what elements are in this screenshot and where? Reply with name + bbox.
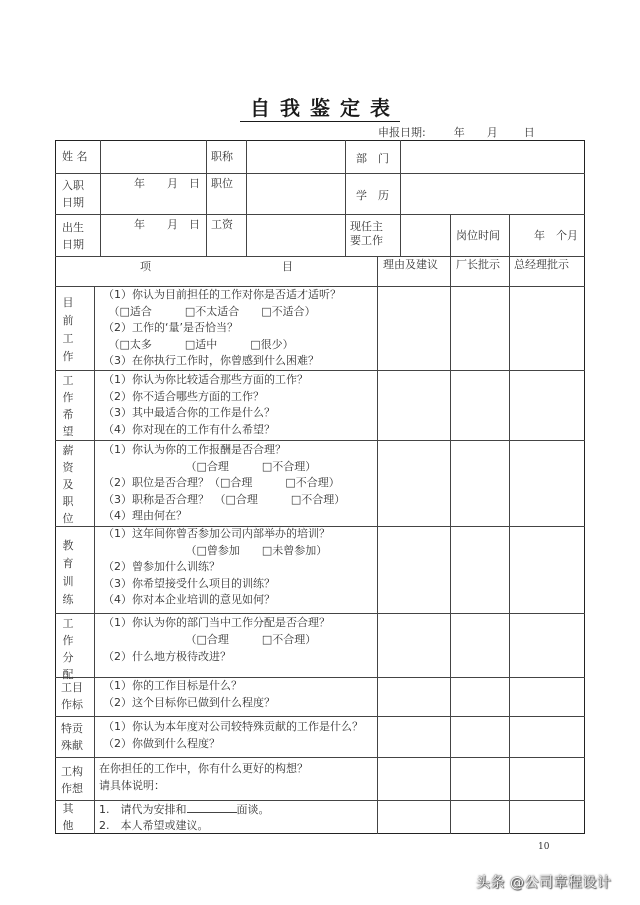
column-header-reason: 理由及建议 — [383, 258, 438, 271]
question-list-work-goals: （1）你的工作目标是什么？ （2）这个目标你已做到什么程度？ — [103, 679, 275, 709]
question-list-salary-position: （1）你认为你的工作报酬是否合理？ （□合理 □不合理） （2）职位是否合理？（□合理 □不合理） （3）职称是否合理？ （□合理 □不合理） （4）理由何在？ — [103, 443, 346, 523]
birth-date-label: 出生 日期 — [62, 221, 84, 251]
department-field[interactable] — [401, 141, 584, 173]
tenure-label: 岗位时间 — [456, 229, 500, 242]
salary-field[interactable] — [247, 215, 344, 255]
question-list-special-contribution: （1）你认为本年度对公司较特殊贡献的工作是什么？ （2）你做到什么程度？ — [103, 720, 363, 750]
divider — [94, 286, 95, 834]
divider — [345, 140, 346, 256]
education-label: 学 历 — [356, 189, 389, 202]
position-field[interactable] — [247, 174, 344, 214]
divider — [206, 140, 207, 256]
question-list-current-work: （1）你认为目前担任的工作对你是否适才适听？ （□适合 □不太适合 □不适合） （2）工作的‘量’是否恰当？ （□太多 □适中 □很少） （3）在你执行工作时，你曾感到什么困难？ — [103, 288, 341, 368]
column-header-item-2: 目 — [282, 260, 293, 273]
question-list-work-hope: （1）你认为你比较适合那些方面的工作？ （2）你不适合哪些方面的工作？ （3）其中最适合你的工作是什么？ （4）你对现在的工作有什么希望？ — [103, 373, 308, 436]
column-header-general-manager: 总经理批示 — [514, 258, 569, 271]
divider — [55, 256, 585, 257]
factory-director-column-area[interactable] — [451, 287, 508, 833]
category-work-ideas: 工构 作想 — [61, 765, 83, 795]
category-work-allocation: 工 作 分 配 — [62, 617, 74, 681]
title-label: 职称 — [211, 150, 233, 163]
column-header-factory-director: 厂长批示 — [456, 258, 500, 271]
hire-date-label: 入职 日期 — [62, 179, 84, 209]
options-workload[interactable]: （□太多 □适中 □很少） — [103, 337, 294, 351]
category-work-goals: 工目 作标 — [61, 681, 83, 711]
birth-date-field[interactable]: 年 月 日 — [134, 218, 200, 231]
page-number: 10 — [538, 842, 550, 852]
divider — [509, 214, 510, 256]
report-date-year: 年 — [453, 126, 465, 139]
current-work-label: 现任主 要工作 — [350, 220, 383, 247]
question-list-work-ideas: 在你担任的工作中，你有什么更好的构想？ 请具体说明： — [99, 762, 308, 792]
name-field[interactable] — [101, 141, 205, 173]
page-title: 自我鉴定表 — [0, 92, 640, 121]
question-list-other: 1. 请代为安排和 面谈。 2. 本人希望或建议。 — [99, 803, 270, 832]
category-special-contribution: 特贡 殊献 — [61, 722, 83, 752]
report-date-label: 申报日期: — [378, 126, 426, 139]
question-list-work-allocation: （1）你认为你的部门当中工作分配是否合理？ （□合理 □不合理） （2）什么地方极待改进？ — [103, 616, 330, 663]
report-date-day: 日 — [523, 126, 535, 139]
category-other: 其 他 — [62, 802, 74, 832]
current-work-field[interactable] — [401, 215, 449, 255]
category-education-training: 教 育 训 练 — [62, 539, 74, 606]
name-label: 姓 名 — [62, 150, 88, 163]
reason-column-area[interactable] — [378, 287, 449, 833]
category-work-hope: 工 作 希 望 — [62, 374, 74, 438]
interview-name-blank[interactable] — [187, 801, 237, 813]
watermark: 头条 @公司章程设计 — [476, 875, 612, 891]
report-date-month: 月 — [486, 126, 498, 139]
options-allocation-reasonable[interactable]: （□合理 □不合理） — [103, 633, 317, 646]
options-training-attended[interactable]: （□曾参加 □未曾参加） — [103, 543, 328, 557]
hire-date-field[interactable]: 年 月 日 — [134, 177, 200, 190]
category-current-work: 目 前 工 作 — [62, 296, 74, 363]
question-list-education-training: （1）这年间你曾否参加公司内部举办的培训？ （□曾参加 □未曾参加） （2）曾参加什么训练？ （3）你希望接受什么项目的训练？ （4）你对本企业培训的意见如何？ — [103, 527, 330, 607]
options-title-reasonable[interactable]: （3）职称是否合理？ （□合理 □不合理） — [103, 492, 346, 506]
education-field[interactable] — [401, 174, 584, 214]
options-position-reasonable[interactable]: （2）职位是否合理？（□合理 □不合理） — [103, 476, 340, 490]
column-header-item: 项 — [140, 260, 151, 273]
divider — [450, 214, 451, 256]
report-date — [378, 124, 535, 140]
position-label: 职位 — [211, 177, 233, 190]
department-label: 部 门 — [356, 152, 389, 165]
options-pay-reasonable[interactable]: （□合理 □不合理） — [103, 459, 317, 473]
title-field[interactable] — [247, 141, 344, 173]
category-salary-position: 薪 资 及 职 位 — [62, 444, 74, 525]
tenure-field[interactable]: 年 个月 — [534, 229, 578, 242]
salary-label: 工资 — [211, 218, 233, 231]
options-suitability[interactable]: （□适合 □不太适合 □不适合） — [103, 304, 316, 318]
general-manager-column-area[interactable] — [510, 287, 584, 833]
